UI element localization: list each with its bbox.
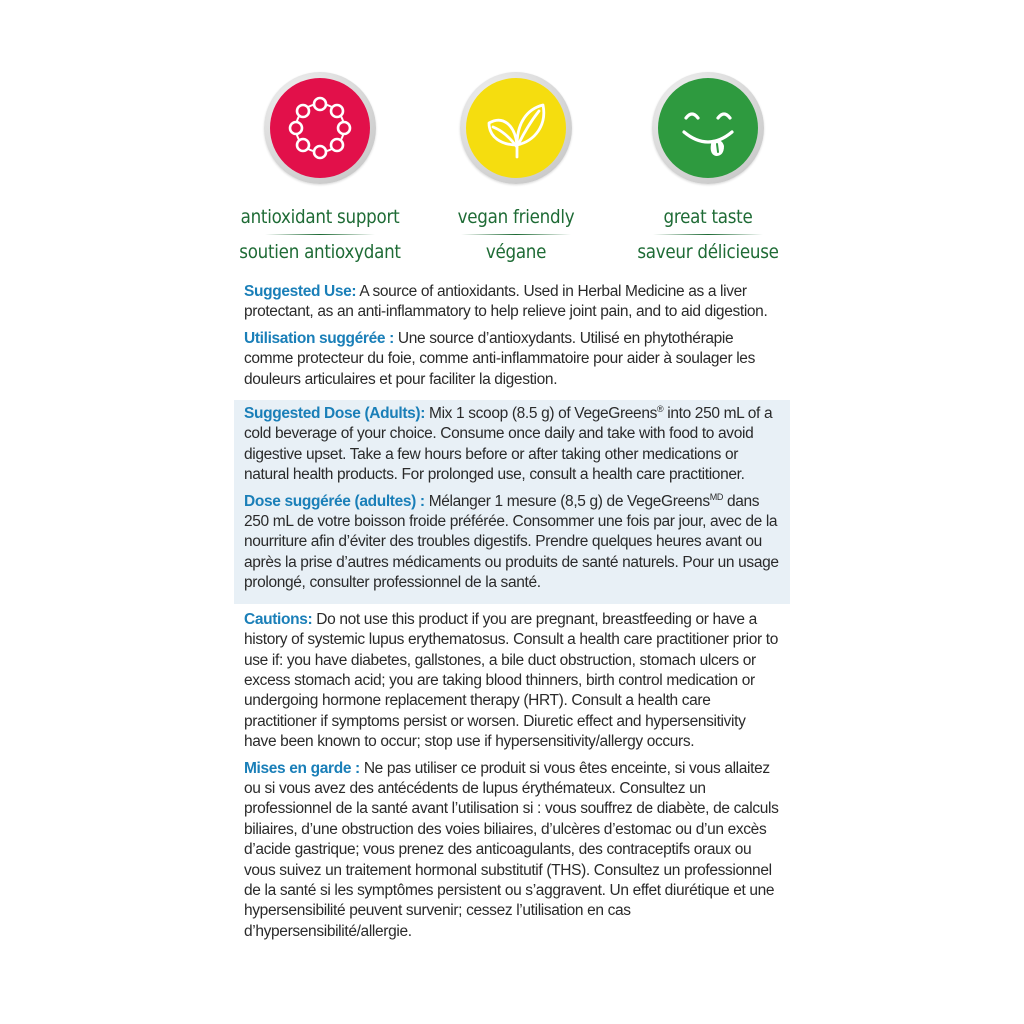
badge-antioxidant	[220, 72, 420, 263]
suggested-dose-label: Suggested Dose (Adults):	[244, 405, 426, 423]
badge-taste	[608, 72, 808, 263]
suggested-dose-en	[244, 404, 780, 486]
utilisation-suggeree-label: Utilisation suggérée :	[244, 329, 394, 347]
suggested-dose-text-2: into 250 mL of a cold beverage of your choice. Consume once daily and take with food to avoid digestive upset. Take a few hours before or after taking other medications or natural health products. For prolonged use, consult a health care practitioner.	[244, 405, 773, 484]
leaves-icon	[475, 87, 557, 169]
badge-vegan	[416, 72, 616, 263]
mises-en-garde-text: Ne pas utiliser ce produit si vous êtes enceinte, si vous allaitez ou si vous avez des antécédents de lupus érythémateux. Consultez un professionnel de la santé avant l’utilisation si : vous souffrez de diabète, de calculs biliaires, d’une obstruction des voies biliaires, d’ulcères d’estomac ou d’un excès d’acide gastrique; vous prenez des anticoagulants, des contraceptifs oraux ou vous suivez un traitement hormonal substitutif (THS). Consultez un professionnel de la santé si les symptômes persistent ou s’aggravent. Un effet diurétique et une hypersensibilité peuvent survenir; cessez l’utilisation en cas d’hypersensibilité/allergie.	[244, 759, 779, 940]
mises-en-garde-label: Mises en garde :	[244, 759, 360, 777]
suggested-use-en	[244, 282, 780, 323]
suggested-dose-section	[234, 400, 790, 604]
dose-suggeree-text-2: dans 250 mL de votre boisson froide préférée. Consommer une fois par jour, avec de la nourriture afin d’éviter des troubles digestifs. Prendre quelques heures avant ou après la prise d’autres médicaments ou produits de santé naturels. Pour un usage prolongé, consulter professionnel de la santé.	[244, 492, 779, 592]
benefit-badges	[0, 72, 1024, 272]
dose-suggeree-label: Dose suggérée (adultes) :	[244, 492, 425, 510]
suggested-use-section	[234, 282, 790, 390]
badge-label-fr: végane	[485, 241, 547, 263]
molecule-ring-icon	[280, 88, 360, 168]
suggested-use-text: A source of antioxidants. Used in Herbal Medicine as a liver protectant, as an anti-inflammatory to help relieve joint pain, and to aid digestion.	[244, 283, 768, 321]
suggested-dose-fr	[244, 492, 780, 594]
md-mark: MD	[709, 491, 724, 502]
cautions-label: Cautions:	[244, 610, 313, 628]
smiley-tongue-icon	[668, 88, 748, 168]
cautions-fr	[244, 759, 780, 943]
badge-label-fr: soutien antioxydant	[239, 241, 401, 263]
suggested-use-label: Suggested Use:	[244, 283, 357, 300]
registered-mark: ®	[657, 403, 664, 414]
suggested-dose-text-1: Mix 1 scoop (8.5 g) of VegeGreens	[425, 405, 657, 423]
product-info	[234, 282, 790, 942]
dose-suggeree-text-1: Mélanger 1 mesure (8,5 g) de VegeGreens	[424, 492, 710, 510]
badge-label-en: great taste	[663, 206, 753, 228]
badge-divider	[461, 234, 571, 235]
badge-label-en: antioxidant support	[240, 206, 400, 228]
badge-label-fr: saveur délicieuse	[637, 241, 779, 263]
cautions-section	[234, 610, 790, 943]
cautions-text: Do not use this product if you are pregnant, breastfeeding or have a history of systemic lupus erythematosus. Consult a health care practitioner prior to use if: you have diabetes, gallstones, a bile duct obstruction, stomach ulcers or excess stomach acid; you are taking blood thinners, birth control medication or undergoing hormone replacement therapy (HRT). Consult a health care practitioner if symptoms persist or worsen. Diuretic effect and hypersensitivity have been known to occur; stop use if hypersensitivity/allergy occurs.	[244, 610, 779, 751]
utilisation-suggeree-text: Une source d’antioxydants. Utilisé en phytothérapie comme protecteur du foie, comme anti-inflammatoire pour aider à soulager les douleurs articulaires et pour faciliter la digestion.	[244, 329, 755, 388]
suggested-use-fr	[244, 329, 780, 390]
badge-label-en: vegan friendly	[457, 206, 575, 228]
badge-divider	[653, 234, 763, 235]
badge-divider	[265, 234, 375, 235]
cautions-en	[244, 610, 780, 753]
